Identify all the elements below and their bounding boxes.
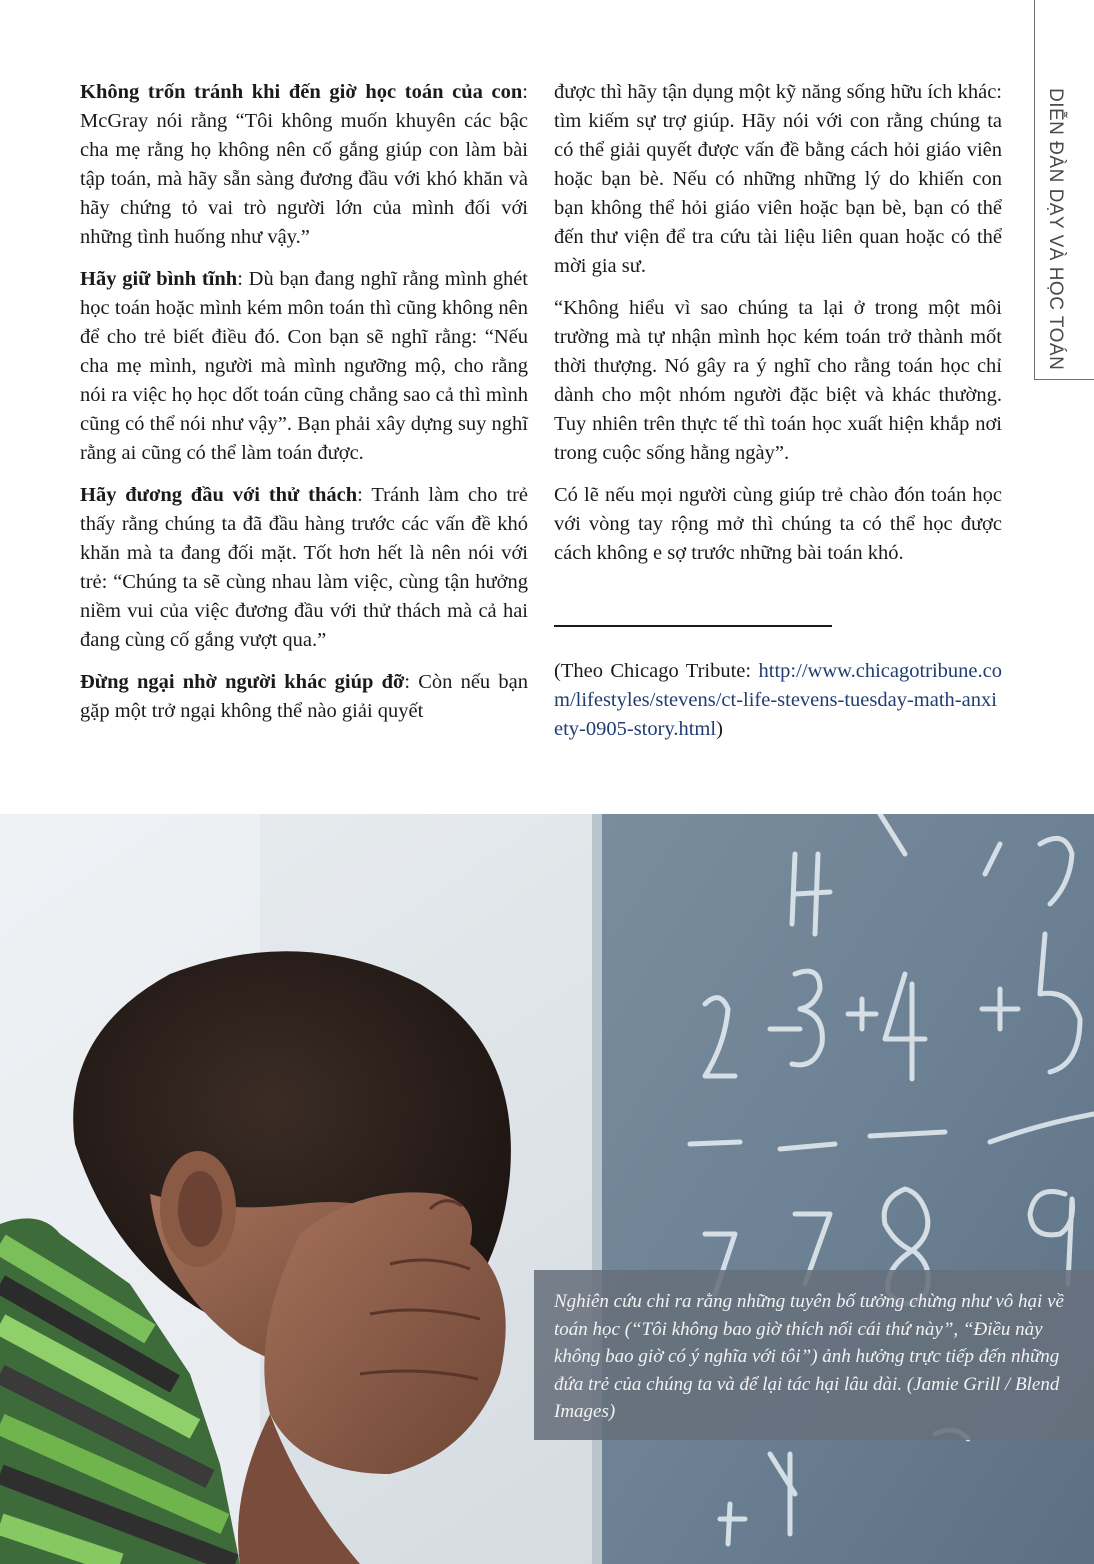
- paragraph: [80, 265, 528, 468]
- left-column: [80, 78, 528, 739]
- right-column: [554, 78, 1002, 757]
- section-label: DIỄN ĐÀN DẠY VÀ HỌC TOÁN: [1045, 88, 1066, 371]
- source-prefix: (Theo Chicago Tribute:: [554, 660, 759, 682]
- photo-caption: Nghiên cứu chỉ ra rằng những tuyên bố tưởng chừng như vô hại về toán học (“Tôi không bao giờ thích nổi cái thứ này”, “Điều này không bao giờ có ý nghĩa với tôi”) ảnh hưởng trực tiếp đến những đứa trẻ của chúng ta và để lại tác hại lâu dài. (Jamie Grill / Blend Images): [534, 1270, 1094, 1440]
- source-link[interactable]: http://www.chicagotribune.com/lifestyles/stevens/ct-life-stevens-tuesday-math-anxiety-0905-story.html: [554, 660, 1002, 740]
- article-photo: [0, 814, 1094, 1564]
- paragraph-lead: Đừng ngại nhờ người khác giúp đỡ: [80, 671, 405, 693]
- paragraph-text: : McGray nói rằng “Tôi không muốn khuyên các bậc cha mẹ rằng họ không nên cố gắng giúp con làm bài tập toán, mà hãy sẵn sàng đương đầu với khó khăn và hãy chứng tỏ vai trò người lớn của mình đối với những tình huống như vậy.”: [80, 81, 528, 248]
- paragraph-text: : Còn nếu bạn gặp một trở ngại không thể nào giải quyết: [80, 671, 528, 722]
- paragraph: [80, 668, 528, 726]
- paragraph-text: : Dù bạn đang nghĩ rằng mình ghét học toán hoặc mình kém môn toán thì cũng không nên để cho trẻ biết điều đó. Con bạn sẽ nghĩ rằng: “Nếu cha mẹ mình, người mà mình ngưỡng mộ, cho rằng nói ra việc họ học dốt toán cũng chẳng sao cả thì mình cũng có thể nói như vậy”. Bạn phải xây dựng suy nghĩ rằng ai cũng có thể làm toán được.: [80, 268, 528, 464]
- paragraph-lead: Hãy đương đầu với thử thách: [80, 484, 358, 506]
- paragraph-lead: Không trốn tránh khi đến giờ học toán của con: [80, 81, 523, 103]
- paragraph: [80, 481, 528, 655]
- paragraph: Có lẽ nếu mọi người cùng giúp trẻ chào đón toán học với vòng tay rộng mở thì chúng ta có thể học được cách không e sợ trước những bài toán khó.: [554, 484, 1002, 564]
- paragraph-text: : Tránh làm cho trẻ thấy rằng chúng ta đã đầu hàng trước các vấn đề khó khăn mà ta đang đối mặt. Tốt hơn hết là nên nói với trẻ: “Chúng ta sẽ cùng nhau làm việc, cùng tận hưởng niềm vui của việc đương đầu với thử thách mà cả hai đang cùng cố gắng vượt qua.”: [80, 484, 529, 651]
- paragraph-lead: Hãy giữ bình tĩnh: [80, 268, 238, 290]
- paragraph: được thì hãy tận dụng một kỹ năng sống hữu ích khác: tìm kiếm sự trợ giúp. Hãy nói với con rằng chúng ta có thể giải quyết được vấn đề bằng cách hỏi giáo viên hoặc bạn bè. Nếu có những những lý do khiến con bạn không thể hỏi giáo viên hoặc bạn bè, bạn có thể đến thư viện để tra cứu tài liệu liên quan hoặc có thể mời gia sư.: [554, 81, 1002, 277]
- paragraph: [80, 78, 528, 252]
- footnote-divider: [554, 625, 832, 627]
- source-suffix: ): [716, 718, 723, 740]
- paragraph: “Không hiểu vì sao chúng ta lại ở trong một môi trường mà tự nhận mình học kém toán trở thành mốt thời thượng. Nó gây ra ý nghĩ cho rằng toán học chỉ dành cho một nhóm người đặc biệt và khác thường. Tuy nhiên trên thực tế thì toán học xuất hiện khắp nơi trong cuộc sống hằng ngày”.: [554, 297, 1002, 464]
- source-note: [554, 657, 1002, 744]
